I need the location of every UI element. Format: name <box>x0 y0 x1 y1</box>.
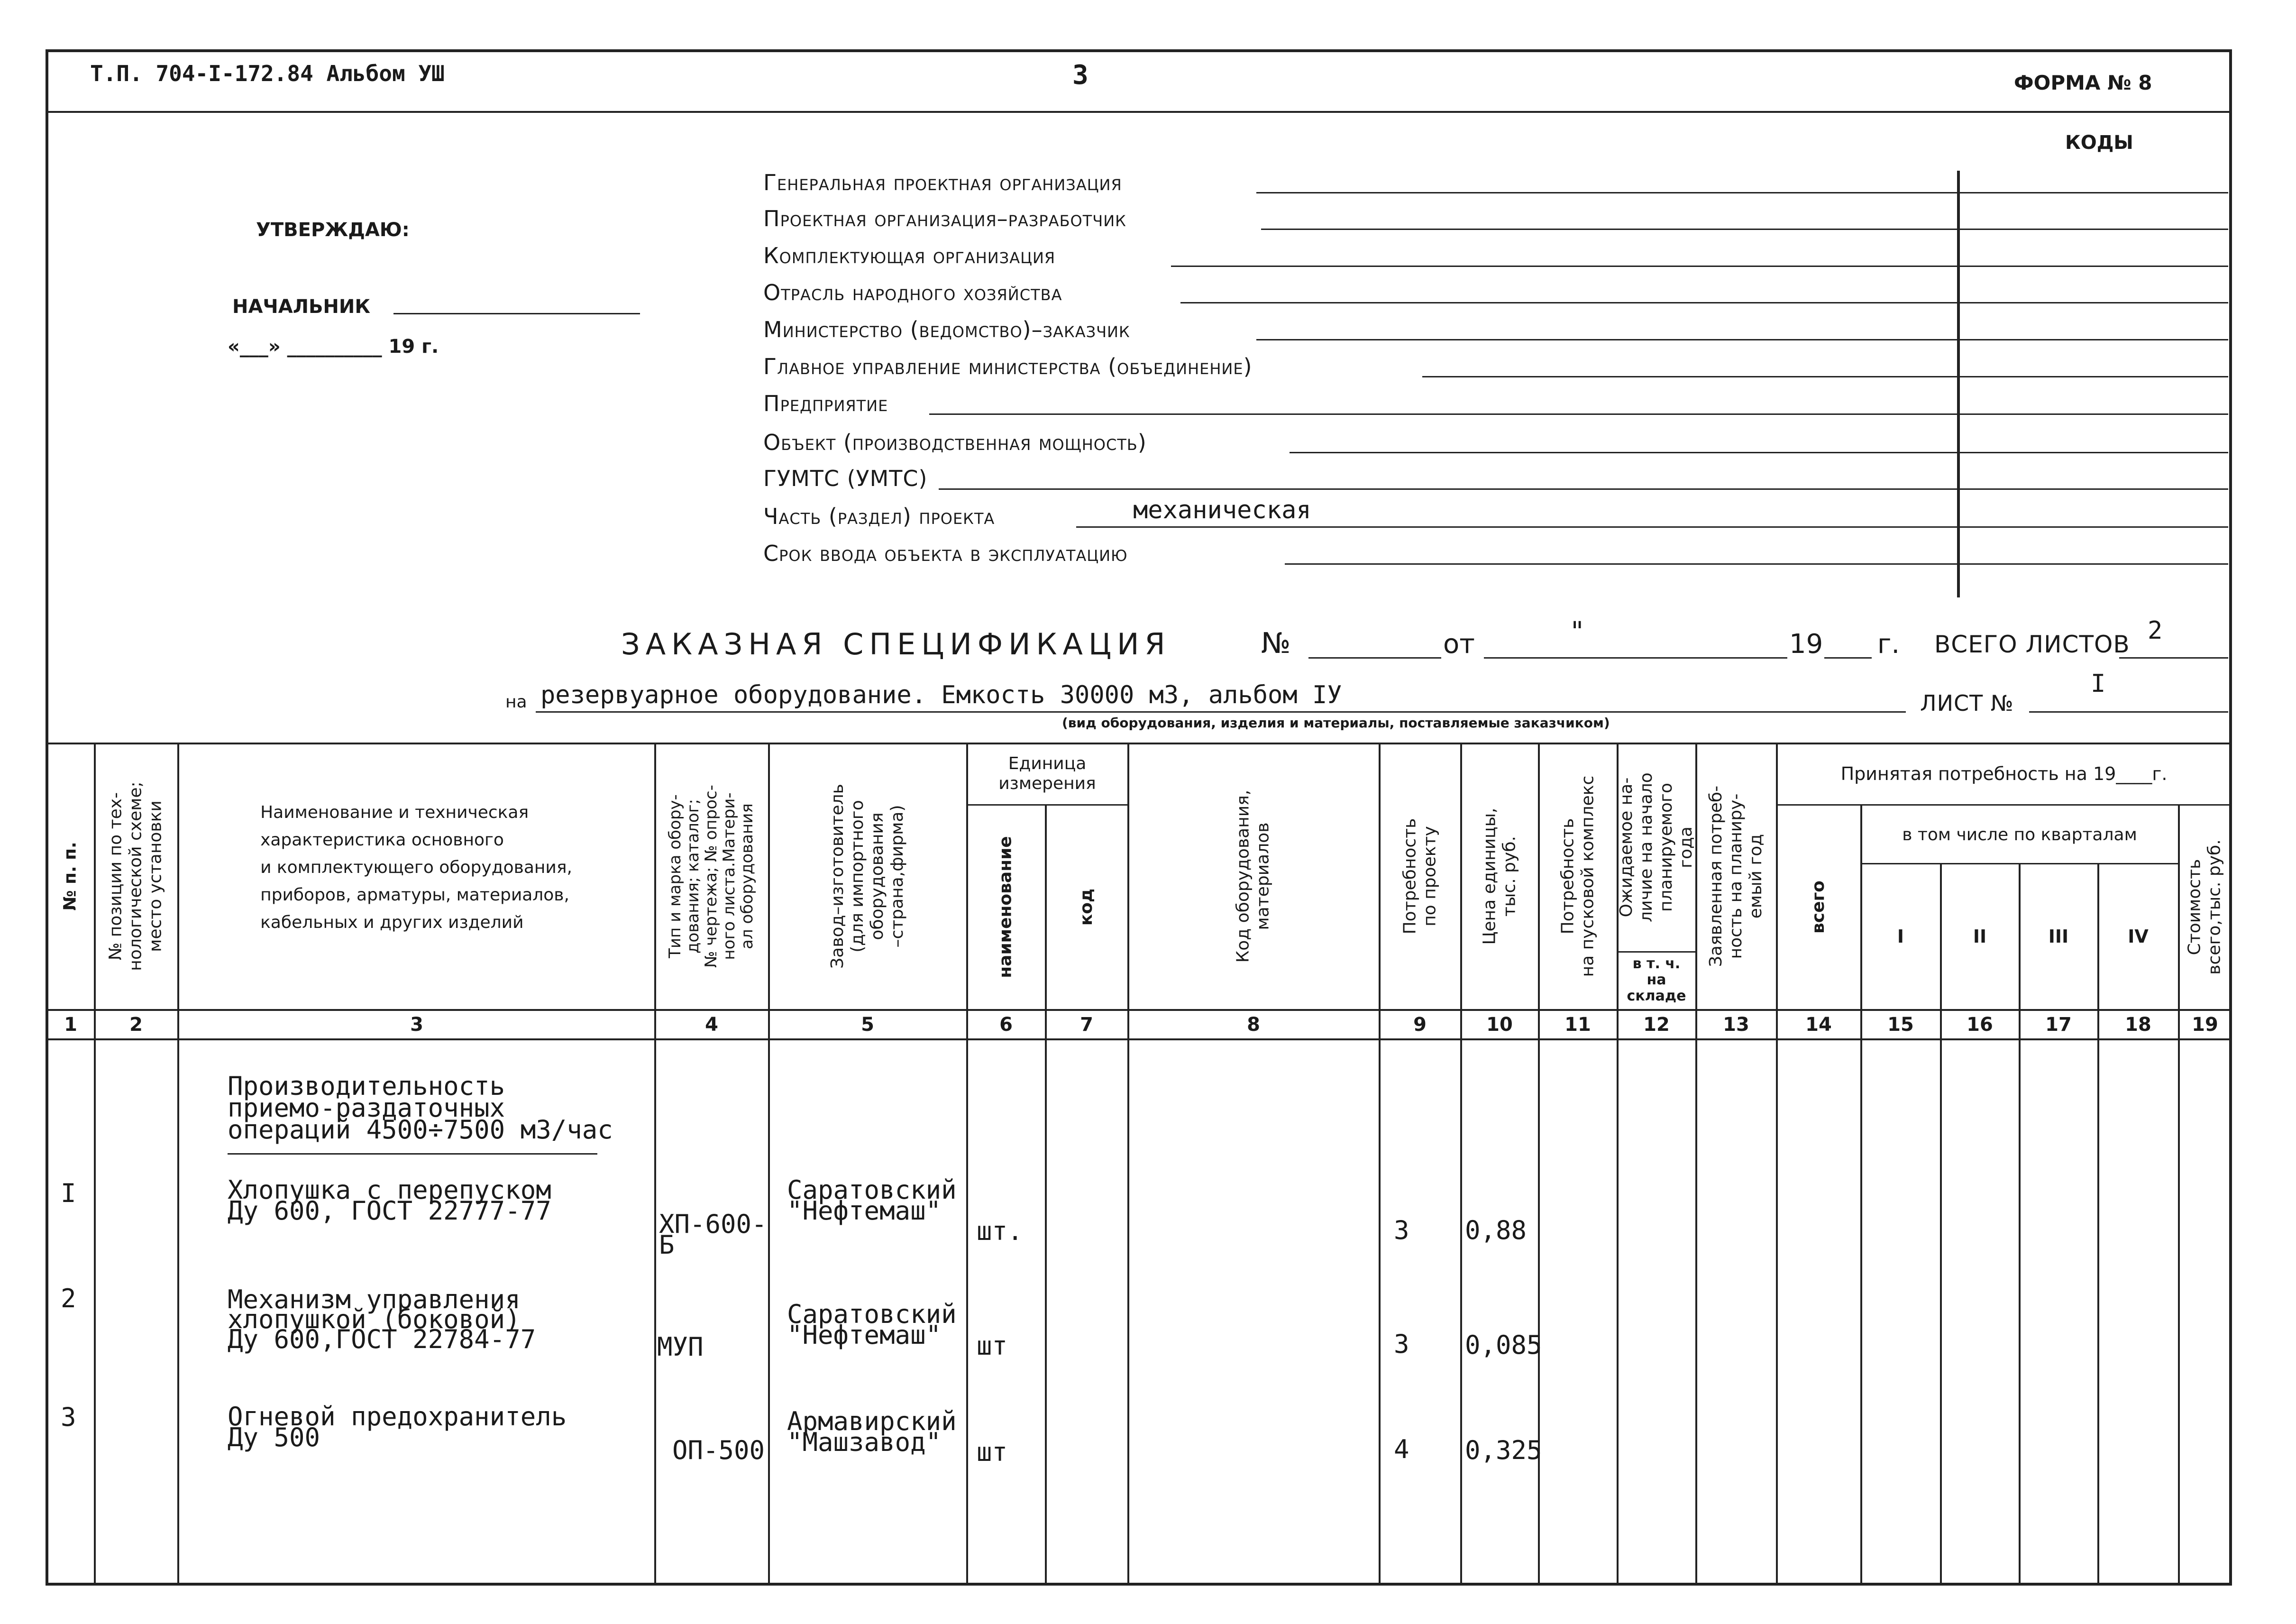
row-number: 2 <box>61 1284 76 1313</box>
table-row-heading: Производительность приемо-раздаточных операций 4500÷7500 м3/час <box>228 1071 613 1145</box>
codes-label: КОДЫ <box>2065 132 2133 154</box>
col-header-row-no: № п. п. <box>61 842 81 911</box>
col-header-declared-need: Заявленная потреб- ность на планиру- емый год <box>1706 785 1766 967</box>
form-number: ФОРМА № 8 <box>2014 71 2152 94</box>
org-field-label: Генеральная проектная организация <box>763 170 1122 195</box>
org-field-label: ГУМТС (УМТС) <box>763 466 928 491</box>
col-number: 4 <box>705 1014 718 1036</box>
approval-date-line: «___» __________ 19 г. <box>228 336 439 358</box>
col-header-q3: III <box>2048 926 2069 947</box>
col-number: 5 <box>861 1014 874 1036</box>
equipment-kind-note: (вид оборудования, изделия и материалы, поставляемые заказчиком) <box>1062 715 1610 731</box>
col-number: 10 <box>1486 1014 1513 1036</box>
accepted-group-line <box>1776 804 2232 806</box>
col-header-q4: IV <box>2128 926 2149 947</box>
row-name: Хлопушка с перепуском Ду 600, ГОСТ 22777-77 <box>228 1175 551 1226</box>
col-number: 6 <box>999 1014 1013 1036</box>
row-type: ОП-500 <box>672 1435 765 1465</box>
col-header-startup-need: Потребность на пусковой комплекс <box>1558 775 1597 977</box>
col-number: 2 <box>129 1014 143 1036</box>
col-number: 11 <box>1564 1014 1591 1036</box>
header-divider <box>46 111 2232 113</box>
project-part-value: механическая <box>1133 496 1311 524</box>
org-field-line <box>1171 266 2228 267</box>
spec-g-label: г. <box>1877 629 1900 660</box>
sheet-no-label: ЛИСТ № <box>1920 690 2014 716</box>
col-header-unit-name: наименование <box>996 836 1015 978</box>
col-header-cost: Стоимость всего,тыс. руб. <box>2185 839 2225 975</box>
org-field-label: Главное управление министерства (объединение) <box>763 354 1253 379</box>
row-name: Огневой предохранитель Ду 500 <box>228 1402 567 1452</box>
org-field-label: Отрасль народного хозяйства <box>763 280 1062 305</box>
total-sheets-label: ВСЕГО ЛИСТОВ <box>1934 631 2130 658</box>
row-number: I <box>61 1178 76 1208</box>
col-number: 14 <box>1805 1014 1832 1036</box>
row-type: МУП <box>657 1332 704 1362</box>
row-qty: 3 <box>1394 1215 1409 1245</box>
col-number: 8 <box>1247 1014 1260 1036</box>
row-unit: шт <box>977 1437 1008 1467</box>
org-field-line <box>1422 376 2228 377</box>
col-header-q2: II <box>1973 926 1987 947</box>
row-unit: шт. <box>977 1216 1023 1246</box>
spec-year-label: 19 <box>1789 629 1823 660</box>
column-number-row-bottom <box>46 1038 2232 1040</box>
col-header-accepted-group: Принятая потребность на 19____г. <box>1840 763 2168 784</box>
col-header-quarters-group: в том числе по кварталам <box>1902 825 2137 844</box>
spec-no-label: № <box>1261 627 1291 660</box>
org-field-label: Проектная организация–разработчик <box>763 206 1126 231</box>
chief-label: НАЧАЛЬНИК <box>232 296 371 318</box>
row-price: 0,085 <box>1465 1330 1542 1360</box>
org-field-line <box>1076 526 2228 528</box>
col-header-project-need: Потребность по проекту <box>1400 818 1439 935</box>
sheet-no-line <box>2029 711 2228 713</box>
total-sheets-line <box>2119 657 2228 659</box>
col-number: 19 <box>2192 1014 2218 1036</box>
row-qty: 4 <box>1394 1434 1409 1464</box>
col-number: 7 <box>1080 1014 1093 1036</box>
col-number: 9 <box>1413 1014 1427 1036</box>
codes-divider <box>1957 171 1960 597</box>
row-name: Механизм управления хлопушкой (боковой) Ду 600,ГОСТ 22784-77 <box>228 1285 536 1354</box>
spec-date-line <box>1484 657 1787 659</box>
org-field-line <box>1285 563 2228 565</box>
col-header-maker: Завод–изготовитель (для импортного оборудования –страна,фирма) <box>828 784 907 969</box>
col-number: 13 <box>1723 1014 1749 1036</box>
row-maker: Саратовский "Нефтемаш" <box>787 1175 957 1226</box>
col-header-type: Тип и марка обору- дования; каталог; № чертежа; № опрос- ного листа.Матери- ал оборудования <box>666 785 757 968</box>
col-header-warehouse: в т. ч. на складе <box>1627 955 1686 1004</box>
spec-year-line <box>1824 657 1872 659</box>
chief-signature-line <box>393 313 640 314</box>
row-price: 0,88 <box>1465 1215 1527 1245</box>
org-field-line <box>1290 452 2228 453</box>
org-field-label: Часть (раздел) проекта <box>763 504 995 529</box>
col-number: 1 <box>64 1014 77 1036</box>
spec-date-quote: " <box>1569 616 1585 647</box>
col-header-q1: I <box>1897 926 1904 947</box>
total-sheets-value: 2 <box>2148 616 2163 645</box>
row-number: 3 <box>61 1402 76 1432</box>
equipment-kind-value: резервуарное оборудование. Емкость 30000 м3, альбом IУ <box>540 681 1342 709</box>
org-field-line <box>929 413 2228 415</box>
org-field-label: Комплектующая организация <box>763 243 1056 268</box>
heading-underline <box>228 1153 597 1155</box>
col-number: 15 <box>1887 1014 1914 1036</box>
col-header-position: № позиции по тех- нологической схеме; место установки <box>106 781 166 971</box>
org-field-label: Срок ввода объекта в эксплуатацию <box>763 541 1128 566</box>
spec-from-label: от <box>1443 629 1475 660</box>
row-unit: шт <box>977 1331 1008 1361</box>
org-field-line <box>1256 192 2228 193</box>
row-type: ХП-600- Б <box>659 1209 767 1260</box>
album-reference: Т.П. 704-I-172.84 Альбом УШ <box>90 61 445 86</box>
org-field-line <box>1256 339 2228 340</box>
spec-no-line <box>1308 657 1441 659</box>
spec-title: ЗАКАЗНАЯ СПЕЦИФИКАЦИЯ <box>621 627 1171 661</box>
row-price: 0,325 <box>1465 1435 1542 1465</box>
col-header-unit-group: Единица измерения <box>998 754 1096 793</box>
col-number: 3 <box>410 1014 423 1036</box>
org-field-label: Предприятие <box>763 391 888 416</box>
quarters-group-line <box>1860 863 2178 864</box>
col-header-expected-stock: Ожидаемое на- личие на начало планируемого года <box>1617 772 1696 922</box>
org-field-label: Министерство (ведомство)–заказчик <box>763 317 1130 342</box>
spec-on-label: на <box>505 692 527 712</box>
org-field-label: Объект (производственная мощность) <box>763 430 1147 455</box>
col-header-equipment-code: Код оборудования, материалов <box>1233 789 1272 963</box>
col-header-name: Наименование и техническая характеристика основного и комплектующего оборудования, приборов, арматуры, материалов, кабельных и других изделий <box>260 803 572 932</box>
equipment-kind-line <box>536 711 1906 713</box>
page-number: 3 <box>1072 60 1089 91</box>
row-maker: Армавирский "Машзавод" <box>787 1406 957 1457</box>
row-maker: Саратовский "Нефтемаш" <box>787 1299 957 1350</box>
sheet-no-value: I <box>2091 670 2106 698</box>
org-field-line <box>1261 229 2228 230</box>
unit-group-line <box>966 804 1127 806</box>
col-number: 18 <box>2125 1014 2151 1036</box>
approve-label: УТВЕРЖДАЮ: <box>256 219 410 241</box>
col-header-unit-price: Цена единицы, тыс. руб. <box>1480 807 1519 945</box>
org-field-line <box>1180 302 2228 303</box>
col-number: 16 <box>1967 1014 1993 1036</box>
org-field-line <box>939 488 2228 490</box>
row-qty: 3 <box>1394 1329 1409 1359</box>
col-header-unit-code: код <box>1077 888 1096 926</box>
col-number: 17 <box>2045 1014 2072 1036</box>
col-number: 12 <box>1643 1014 1670 1036</box>
col-header-total: всего <box>1808 880 1828 934</box>
